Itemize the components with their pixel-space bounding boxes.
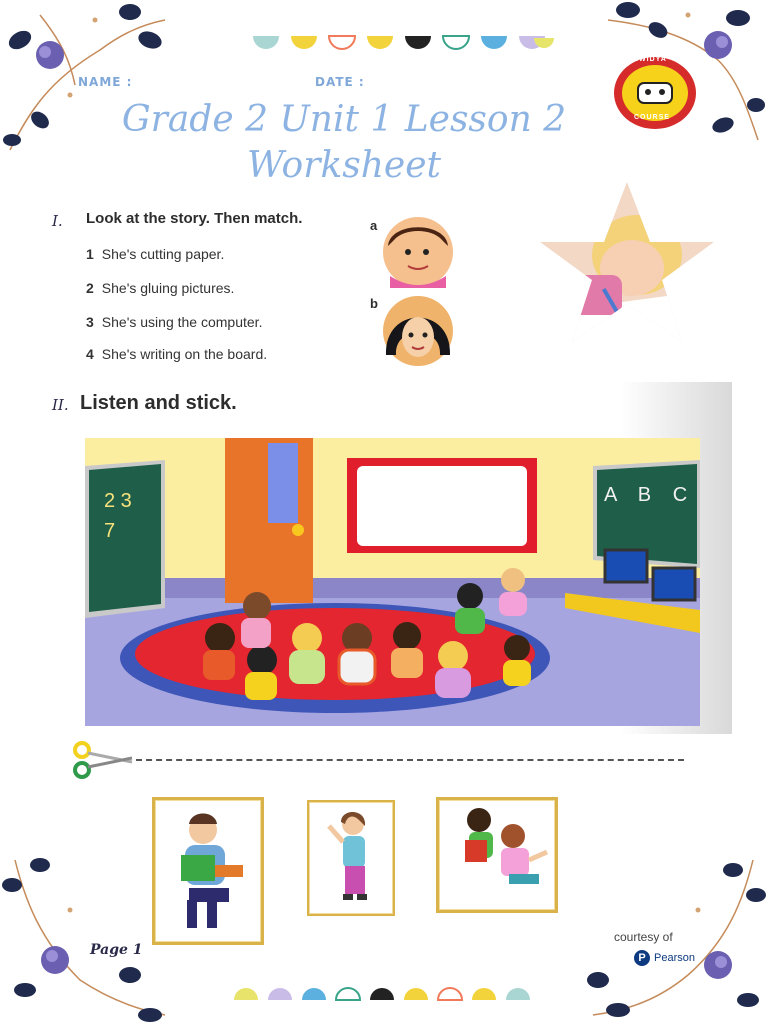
list-item: 4 She's writing on the board.	[86, 346, 268, 362]
list-item: 2 She's gluing pictures.	[86, 280, 235, 296]
right-board-text: A B C	[604, 484, 696, 506]
publisher-name: Pearson	[654, 952, 695, 964]
classroom-illustration	[85, 438, 700, 726]
sticker-reading-teacher	[152, 797, 264, 945]
name-label: NAME :	[78, 75, 133, 89]
sticker-kids-sitting	[436, 797, 558, 913]
writing-child-star-photo	[532, 180, 717, 345]
cut-line	[136, 759, 684, 761]
left-board-text: 2 3 7	[104, 490, 132, 542]
scissors-icon	[72, 740, 136, 780]
courtesy-label: courtesy of	[614, 930, 673, 944]
logo-bottom-text: COURSE	[634, 114, 670, 121]
section1-items	[86, 246, 267, 378]
section1-instruction: Look at the story. Then match.	[86, 210, 303, 227]
girl-a-portrait	[380, 216, 456, 288]
pearson-icon: P	[634, 950, 650, 966]
title-line-1: Grade 2 Unit 1 Lesson 2	[121, 99, 567, 140]
sticker-girl-pointing	[307, 800, 395, 916]
top-shape-end	[532, 36, 554, 52]
girl-b-portrait	[380, 295, 456, 367]
bottom-right-floral-decoration	[578, 850, 768, 1024]
option-a-label: a	[370, 218, 378, 233]
option-b-label: b	[370, 296, 378, 311]
kids-sitting-image	[439, 800, 555, 910]
girl-pointing-image	[309, 802, 393, 914]
reading-teacher-image	[155, 800, 261, 942]
title-line-2: Worksheet	[247, 145, 441, 186]
top-shapes-border	[248, 32, 558, 54]
list-item: 1 She's cutting paper.	[86, 246, 225, 262]
bottom-shapes-border	[230, 982, 540, 1004]
bottom-left-floral-decoration	[0, 850, 170, 1024]
date-label: DATE :	[315, 75, 365, 89]
section1-number: I.	[52, 212, 63, 230]
page-number-label: Page 1	[90, 942, 143, 958]
section2-number: II.	[52, 396, 69, 414]
logo-top-text: ADIWIDYA	[624, 56, 667, 63]
list-item: 3 She's using the computer.	[86, 314, 263, 330]
section2-instruction: Listen and stick.	[80, 392, 237, 414]
publisher-logo	[634, 950, 695, 966]
